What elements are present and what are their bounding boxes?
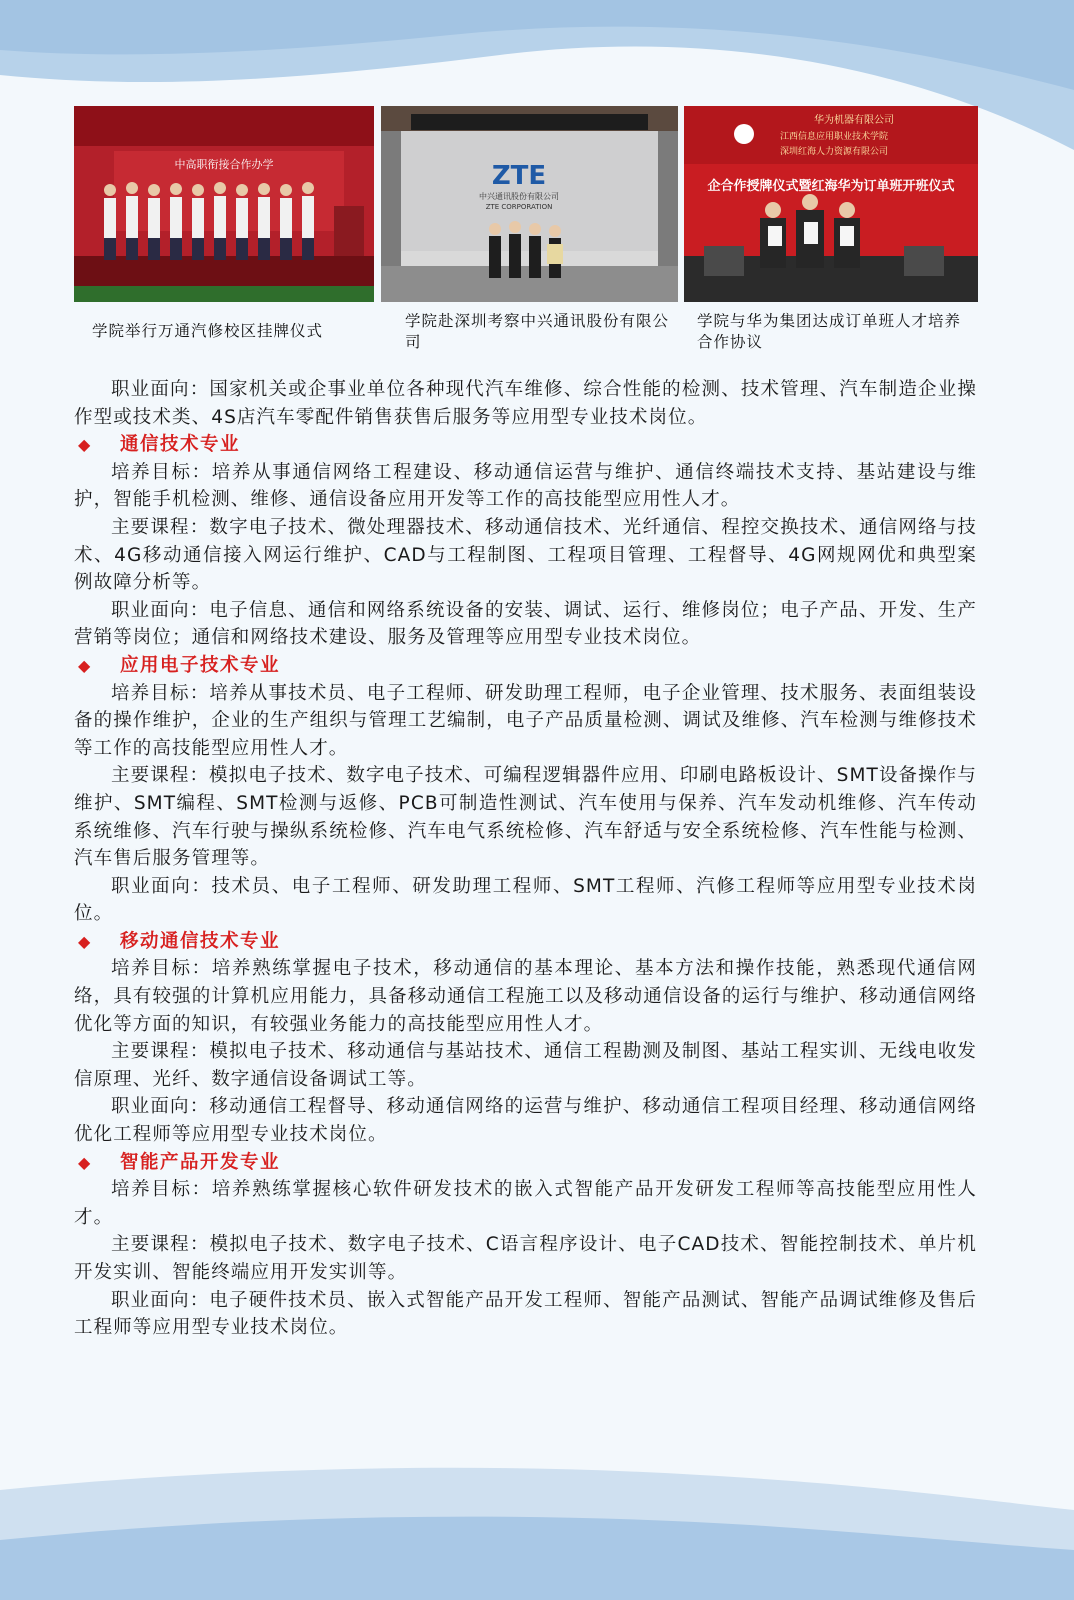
photo-strip <box>74 106 978 302</box>
section-heading <box>74 431 977 459</box>
zte-logo-text: ZTE <box>491 161 547 191</box>
section-applied-electronics <box>74 652 977 928</box>
photo1-banner-text: 中高职衔接合作办学 <box>174 158 274 171</box>
section-heading <box>74 652 977 680</box>
section-heading <box>74 1149 977 1177</box>
banner-line-1: 华为机器有限公司 <box>814 115 894 126</box>
zte-company-cn: 中兴通讯股份有限公司 <box>479 192 559 201</box>
main-courses: 主要课程：模拟电子技术、移动通信与基站技术、通信工程勘测及制图、基站工程实训、无线电收发信原理、光纤、数字通信设备调试工等。 <box>74 1041 977 1090</box>
section-smart-product-dev <box>74 1149 977 1342</box>
zte-company-en: ZTE CORPORATION <box>485 203 553 211</box>
diamond-bullet-icon: ◆ <box>78 931 92 951</box>
section-title: 通信技术专业 <box>120 434 241 456</box>
career-orientation: 职业面向：电子硬件技术员、嵌入式智能产品开发工程师、智能产品测试、智能产品调试维修及售后工程师等应用型专业技术岗位。 <box>74 1289 977 1339</box>
photo-huawei-agreement <box>684 106 978 302</box>
career-orientation: 职业面向：电子信息、通信和网络系统设备的安装、调试、运行、维修岗位；电子产品、开发、生产营销等岗位；通信和网络技术建设、服务及管理等应用型专业技术岗位。 <box>74 599 977 649</box>
main-courses: 主要课程：数字电子技术、微处理器技术、移动通信技术、光纤通信、程控交换技术、通信网络与技术、4G移动通信接入网运行维护、CAD与工程制图、工程项目管理、工程督导、4G网规网优和典型案例故障分析等。 <box>74 516 977 594</box>
main-courses: 主要课程：模拟电子技术、数字电子技术、C语言程序设计、电子CAD技术、智能控制技术、单片机开发实训、智能终端应用开发实训等。 <box>74 1234 977 1283</box>
training-goal: 培养目标：培养从事技术员、电子工程师、研发助理工程师，电子企业管理、技术服务、表面组装设备的操作维护，企业的生产组织与管理工艺编制，电子产品质量检测、调试及维修、汽车检测与维修技术等工作的高技能型应用性人才。 <box>74 682 977 759</box>
section-title: 智能产品开发专业 <box>120 1151 281 1173</box>
photo-caption-3: 学院与华为集团达成订单班人才培养合作协议 <box>697 312 962 351</box>
training-goal: 培养目标：培养熟练掌握核心软件研发技术的嵌入式智能产品开发研发工程师等高技能型应用性人才。 <box>74 1179 977 1228</box>
diamond-bullet-icon: ◆ <box>78 1152 92 1172</box>
section-heading <box>74 928 977 956</box>
section-title: 应用电子技术专业 <box>120 654 281 676</box>
photo-zte-visit <box>381 106 678 302</box>
banner-line-3: 深圳红海人力资源有限公司 <box>779 147 889 157</box>
main-courses: 主要课程：模拟电子技术、数字电子技术、可编程逻辑器件应用、印刷电路板设计、SMT设备操作与维护、SMT编程、SMT检测与返修、PCB可制造性测试、汽车使用与保养、汽车发动机维修、汽车传动系统维修、汽车行驶与操纵系统检修、汽车电气系统检修、汽车舒适与安全系统检修、汽车性能与检测、汽车售后服务管理等。 <box>74 765 977 870</box>
section-communication-tech <box>74 431 977 652</box>
banner-line-2: 江西信息应用职业技术学院 <box>779 132 889 142</box>
banner-title: 企合作授牌仪式暨红海华为订单班开班仪式 <box>707 179 955 194</box>
training-goal: 培养目标：培养从事通信网络工程建设、移动通信运营与维护、通信终端技术支持、基站建设与维护，智能手机检测、维修、通信设备应用开发等工作的高技能型应用性人才。 <box>74 461 977 511</box>
section-title: 移动通信技术专业 <box>120 930 281 952</box>
training-goal: 培养目标：培养熟练掌握电子技术，移动通信的基本理论、基本方法和操作技能，熟悉现代通信网络，具有较强的计算机应用能力，具备移动通信工程施工以及移动通信设备的运行与维护、移动通信网络优化等方面的知识，有较强业务能力的高技能型应用性人才。 <box>74 958 977 1035</box>
intro-paragraph: 职业面向：国家机关或企事业单位各种现代汽车维修、综合性能的检测、技术管理、汽车制造企业操作型或技术类、4S店汽车零配件销售获售后服务等应用型专业技术岗位。 <box>74 379 977 428</box>
main-content <box>74 376 977 1342</box>
diamond-bullet-icon: ◆ <box>78 435 92 455</box>
career-orientation: 职业面向：技术员、电子工程师、研发助理工程师、SMT工程师、汽修工程师等应用型专业技术岗位。 <box>74 875 977 925</box>
photo-caption-1: 学院举行万通汽修校区挂牌仪式 <box>92 322 324 340</box>
bottom-wave-decoration <box>0 1430 1074 1600</box>
section-mobile-communication <box>74 928 977 1149</box>
photo-caption-2: 学院赴深圳考察中兴通讯股份有限公司 <box>405 312 670 351</box>
photo-plaque-ceremony <box>74 106 374 302</box>
career-orientation: 职业面向：移动通信工程督导、移动通信网络的运营与维护、移动通信工程项目经理、移动通信网络优化工程师等应用型专业技术岗位。 <box>74 1096 977 1146</box>
diamond-bullet-icon: ◆ <box>78 655 92 675</box>
